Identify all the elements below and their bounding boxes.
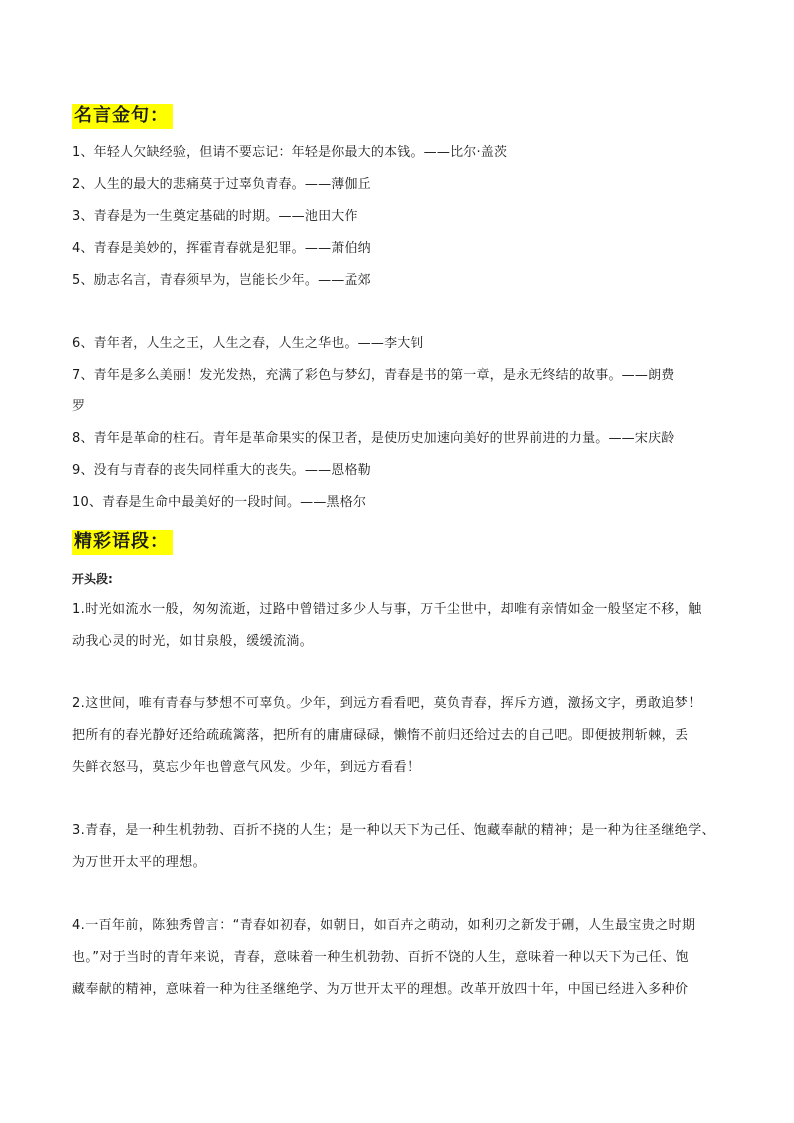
passage-line: 为万世开太平的理想。	[72, 855, 207, 870]
quote-line: 7、青年是多么美丽！发光发热，充满了彩色与梦幻，青春是书的第一章，是永无终结的故事。——朗费	[72, 368, 675, 383]
quote-line: 2、人生的最大的悲痛莫于过辜负青春。——薄伽丘	[72, 177, 371, 192]
quote-line: 10、青春是生命中最美好的一段时间。——黑格尔	[72, 495, 367, 510]
passage-paragraph	[72, 688, 724, 784]
passage-line: 3.青春，是一种生机勃勃、百折不挠的人生；是一种以天下为己任、饱藏奉献的精神；是一种为往圣继绝学、	[72, 823, 716, 838]
quote-line: 1、年轻人欠缺经验，但请不要忘记：年轻是你最大的本钱。——比尔·盖茨	[72, 145, 508, 160]
passage-paragraph	[72, 594, 724, 658]
passage-line: 动我心灵的时光，如甘泉般，缓缓流淌。	[72, 634, 314, 649]
quote-line: 4、青春是美妙的，挥霍青春就是犯罪。——萧伯纳	[72, 241, 371, 256]
passage-line: 藏奉献的精神，意味着一种为往圣继绝学、为万世开太平的理想。改革开放四十年，中国已经进入多种价	[72, 982, 689, 997]
opening-label: 开头段:	[72, 572, 113, 586]
passage-line: 4.一百年前，陈独秀曾言：“青春如初春，如朝日，如百卉之萌动，如利刃之新发于硎，人生最宝贵之时期	[72, 918, 696, 933]
quote-line: 9、没有与青春的丧失同样重大的丧失。——恩格勒	[72, 463, 371, 478]
passage-paragraph	[72, 815, 724, 879]
quote-line: 5、励志名言，青春须早为，岂能长少年。——孟郊	[72, 273, 371, 288]
passage-paragraph	[72, 910, 724, 1006]
quote-line: 3、青春是为一生奠定基础的时期。——池田大作	[72, 209, 358, 224]
passages-heading: 精彩语段：	[72, 530, 173, 555]
passage-line: 把所有的春光静好还给疏疏篱落，把所有的庸庸碌碌，懒惰不前归还给过去的自己吧。即便披荆斩棘，丢	[72, 728, 689, 743]
passage-line: 1.时光如流水一般，匆匆流逝，过路中曾错过多少人与事，万千尘世中，却唯有亲情如金一般坚定不移，触	[72, 602, 702, 617]
quote-line: 8、青年是革命的柱石。青年是革命果实的保卫者，是使历史加速向美好的世界前进的力量。——宋庆龄	[72, 431, 675, 446]
quote-line: 6、青年者，人生之王，人生之春，人生之华也。——李大钊	[72, 336, 424, 351]
quote-line: 罗	[72, 399, 86, 414]
passage-line: 也。”对于当时的青年来说，青春，意味着一种生机勃勃、百折不饶的人生，意味着一种以天下为己任、饱	[72, 950, 690, 965]
passage-line: 失鲜衣怒马，莫忘少年也曾意气风发。少年，到远方看看！	[72, 760, 421, 775]
quotes-heading: 名言金句：	[72, 104, 173, 129]
passage-line: 2.这世间，唯有青春与梦想不可辜负。少年，到远方看看吧，莫负青春，挥斥方遒，激扬文字，勇敢追梦！	[72, 696, 702, 711]
